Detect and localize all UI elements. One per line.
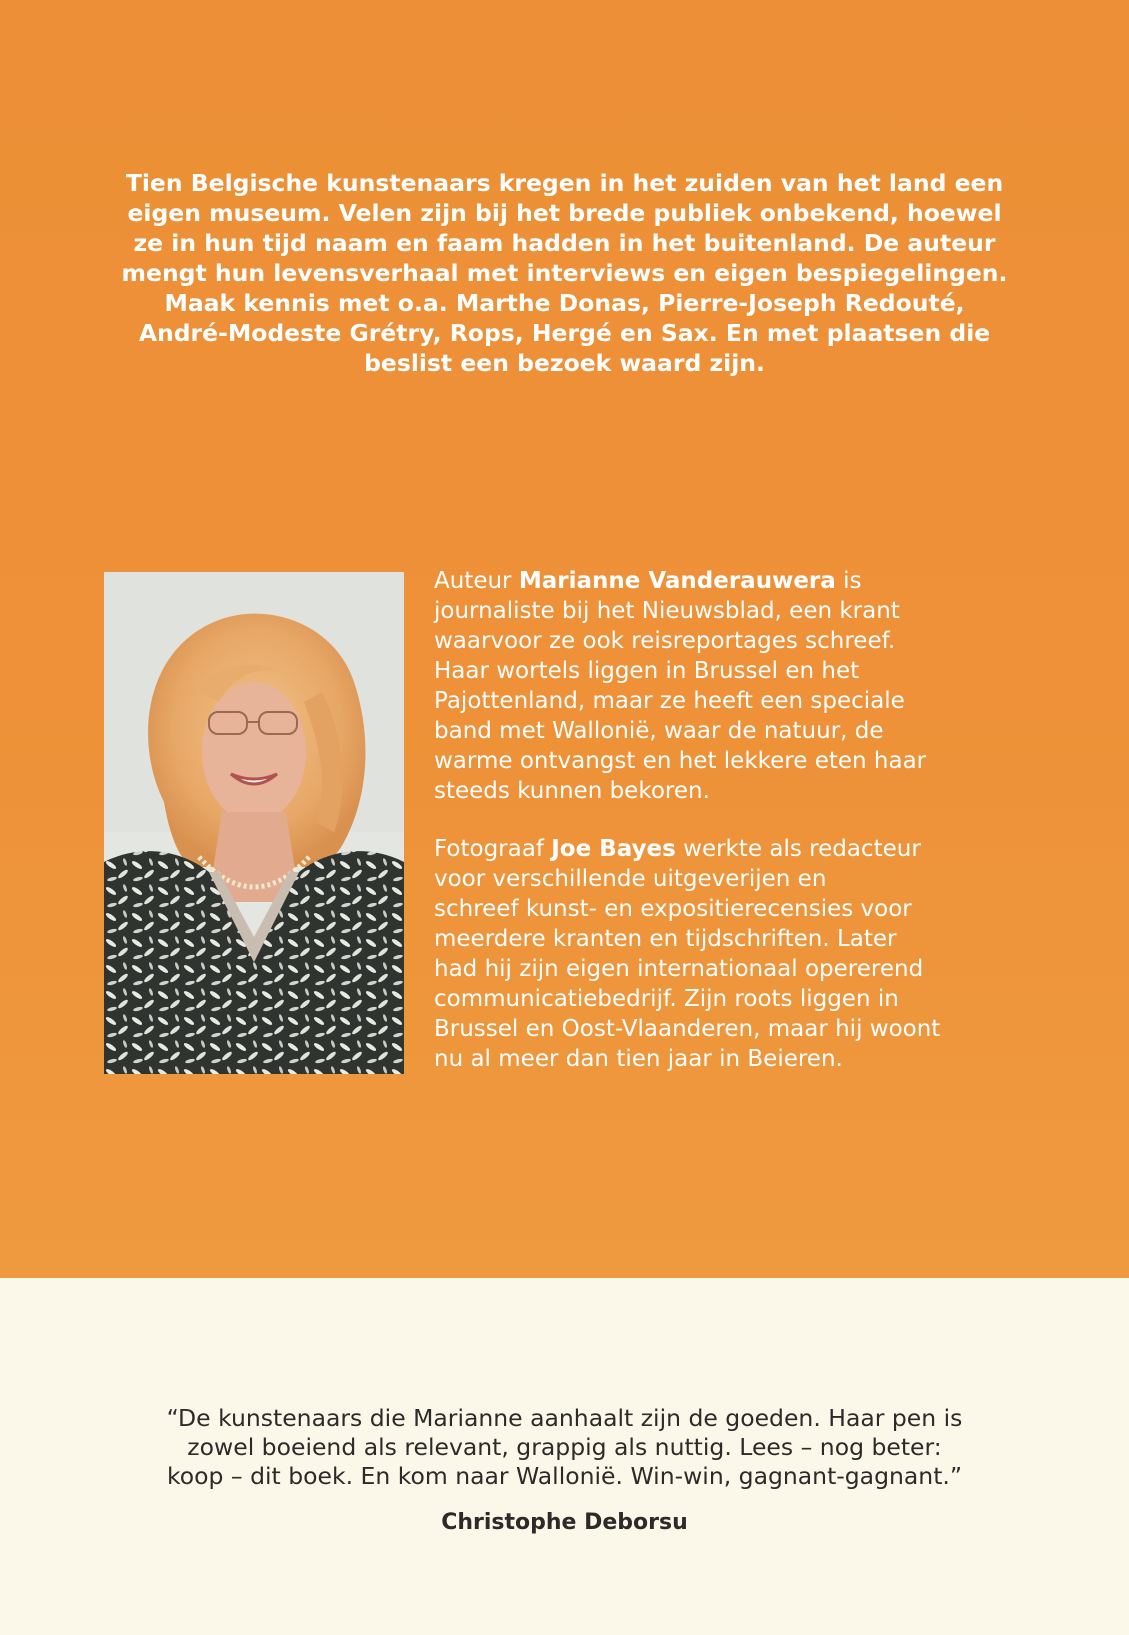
author-name: Marianne Vanderauwera — [518, 568, 836, 594]
author-bio-line: warme ontvangst en het lekkere eten haar — [434, 748, 927, 774]
photographer-bio-line: nu al meer dan tien jaar in Beieren. — [434, 1046, 843, 1072]
author-bio-line: steeds kunnen bekoren. — [434, 778, 710, 804]
blurb-line: Tien Belgische kunstenaars kregen in het zuiden van het land een — [125, 169, 1004, 197]
blurb-line: Maak kennis met o.a. Marthe Donas, Pierre-Joseph Redouté, — [164, 289, 965, 317]
photographer-bio-line: schreef kunst- en expositierecensies voor — [434, 896, 912, 922]
quote-line: zowel boeiend als relevant, grappig als nuttig. Lees – nog beter: — [187, 1433, 942, 1461]
back-cover-blurb — [110, 168, 1019, 378]
blurb-line: André-Modeste Grétry, Rops, Hergé en Sax. En met plaatsen die — [138, 319, 991, 347]
review-quote — [90, 1404, 1039, 1491]
photographer-bio-line: voor verschillende uitgeverijen en — [434, 866, 827, 892]
photographer-bio-prefix: Fotograaf — [434, 836, 552, 862]
author-bio-line: Pajottenland, maar ze heeft een speciale — [434, 688, 905, 714]
photographer-bio-line: had hij zijn eigen internationaal opererend — [434, 956, 924, 982]
photographer-bio-line: meerdere kranten en tijdschriften. Later — [434, 926, 897, 952]
photographer-bio-line: Brussel en Oost-Vlaanderen, maar hij woont — [434, 1016, 941, 1042]
blurb-line: beslist een bezoek waard zijn. — [364, 349, 765, 377]
author-bio-line: waarvoor ze ook reisreportages schreef. — [434, 628, 896, 654]
author-photo — [104, 572, 404, 1074]
author-bio-suffix: is — [835, 568, 862, 594]
photographer-bio-first-line — [434, 834, 1034, 864]
blurb-line: mengt hun levensverhaal met interviews en eigen bespiegelingen. — [121, 259, 1008, 287]
author-bio-first-line — [434, 566, 1034, 596]
photographer-bio-suffix: werkte als redacteur — [675, 836, 921, 862]
photographer-bio-line: communicatiebedrijf. Zijn roots liggen in — [434, 986, 899, 1012]
blurb-line: eigen museum. Velen zijn bij het brede publiek onbekend, hoewel — [127, 199, 1002, 227]
author-bio-line: Haar wortels liggen in Brussel en het — [434, 658, 860, 684]
author-bio-prefix: Auteur — [434, 568, 519, 594]
photographer-name: Joe Bayes — [551, 836, 676, 862]
quote-author: Christophe Deborsu — [441, 1510, 688, 1535]
quote-line: “De kunstenaars die Marianne aanhaalt zijn de goeden. Haar pen is — [166, 1404, 963, 1432]
blurb-line: ze in hun tijd naam en faam hadden in het buitenland. De auteur — [133, 229, 996, 257]
quote-line: koop – dit boek. En kom naar Wallonië. Win-win, gagnant-gagnant.” — [166, 1462, 963, 1490]
author-bio-line: band met Wallonië, waar de natuur, de — [434, 718, 884, 744]
author-bio-line: journaliste bij het Nieuwsblad, een krant — [434, 598, 900, 624]
photographer-bio — [434, 834, 1034, 1074]
author-bio — [434, 566, 1034, 806]
